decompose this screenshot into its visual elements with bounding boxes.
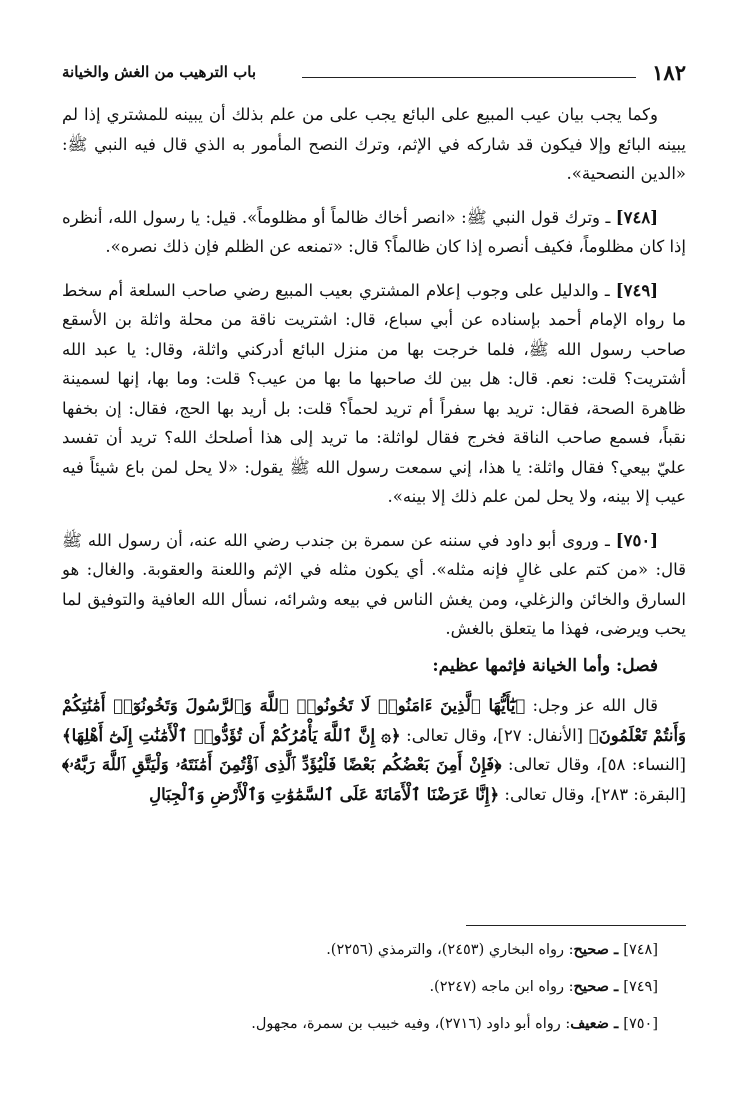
- footnotes: [62, 935, 686, 1046]
- page-header: [62, 60, 686, 90]
- page-number: ١٨٢: [652, 60, 686, 85]
- section-heading: فصل: وأما الخيانة فإثمها عظيم:: [432, 655, 658, 676]
- paragraph-hadith-748: [62, 203, 686, 262]
- hadith-number: [٧٤٨]: [615, 207, 658, 227]
- paragraph-text: ـ والدليل على وجوب إعلام المشتري بعيب المبيع رضي صاحب السلعة أم سخط ما رواه الإمام أحمد بإسناده عن أبي سباع، قال: اشتريت ناقة من محلة واثلة بن الأسقع صاحب رسول الله ﷺ، فلما خرجت بها من منزل البائع أدركني واثلة، وقال: يا عبد الله أشتريت؟ قلت: نعم. قال: هل بين لك صاحبها ما بها من عيب؟ قلت: وما بها، إنها لسمينة ظاهرة الصحة، فقال: تريد بها سفراً أم تريد لحماً؟ قلت: بل أريد بها الحج، فقال: إن بخفها نقباً، فسمع صاحب الناقة فخرج فقال لواثلة: ما تريد إلى هذا أصلحك الله؟ تريد أن تفسد عليّ بيعي؟ فقال واثلة: يا هذا، إني سمعت رسول الله ﷺ يقول: «لا يحل لمن باع شيئاً فيه عيب إلا بينه، ولا يحل لمن علم ذلك إلا بينه».: [62, 280, 686, 506]
- footnote-number: [٧٥٠]: [623, 1016, 658, 1032]
- footnote-750: [62, 1009, 686, 1039]
- paragraph-text: ـ وترك قول النبي ﷺ: «انصر أخاك ظالماً أو مظلوماً». قيل: يا رسول الله، أنظره إذا كان مظلوماً، فكيف أنصره إذا كان ظالماً؟ قال: «تمنعه عن الظلم فإن ذلك نصره».: [62, 207, 686, 256]
- quran-verse: ﴿يَٰٓأَيُّهَا ٱلَّذِينَ ءَامَنُوا۟ لَا تَخُونُوا۟ ٱللَّهَ وَٱلرَّسُولَ وَتَخُونُوٓا۟ أَمَٰنَٰتِكُمْ وَأَنتُمْ تَعْلَمُونَ﴾: [62, 696, 687, 745]
- hadith-number: [٧٥٠]: [615, 530, 658, 550]
- paragraph-hadith-749: [62, 276, 686, 512]
- paragraph-text: وكما يجب بيان عيب المبيع على البائع يجب على من علم بذلك أن يبينه للمشتري إذا لم يبينه البائع وإلا فيكون قد شاركه في الإثم، وترك النصح المأمور به الذي قال فيه النبي ﷺ: «الدين النصحية».: [62, 105, 686, 183]
- quran-verse: ﴿إِنَّا عَرَضْنَا ٱلْأَمَانَةَ عَلَى ٱلسَّمَٰوَٰتِ وَٱلْأَرْضِ وَٱلْجِبَالِ: [149, 784, 500, 804]
- footnote-number: [٧٤٩]: [623, 979, 658, 995]
- verse-intro-text: قال الله عز وجل:: [525, 696, 659, 715]
- paragraph-intro: [62, 100, 686, 189]
- hadith-number: [٧٤٩]: [615, 280, 658, 300]
- verse-reference-text: [البقرة: ٢٨٣]، وقال تعالى:: [499, 784, 686, 804]
- footnote-text: : رواه أبو داود (٢٧١٦)، وفيه خبيب بن سمرة، مجهول.: [251, 1016, 571, 1032]
- footnote-grade: ـ ضعيف: [570, 1015, 624, 1032]
- paragraph-text: ـ وروى أبو داود في سننه عن سمرة بن جندب رضي الله عنه، أن رسول الله ﷺ قال: «من كتم على غالٍ فإنه مثله». أي يكون مثله في الإثم واللعنة والعقوبة. والغال: هو السارق والخائن والزغلي، ومن يغش الناس في بيعه وشرائه، نسأل الله العافية والتوفيق لما يحب ويرضى، فهذا ما يتعلق بالغش.: [62, 530, 686, 638]
- footnote-grade: ـ صحيح: [573, 941, 624, 958]
- verse-reference-text: [الأنفال: ٢٧]، وقال تعالى:: [400, 725, 589, 745]
- footnote-749: [62, 972, 686, 1002]
- quran-verse: ﴿۞ إِنَّ ٱللَّهَ يَأْمُرُكُمْ أَن تُؤَدُّوا۟ ٱلْأَمَٰنَٰتِ إِلَىٰٓ أَهْلِهَا﴾: [62, 725, 401, 745]
- verse-reference-text: [النساء: ٥٨]، وقال تعالى:: [501, 755, 686, 774]
- footnote-number: [٧٤٨]: [623, 942, 658, 958]
- paragraph-verses: [62, 691, 686, 809]
- footnote-divider: [466, 925, 686, 926]
- header-rule: [302, 77, 636, 78]
- quran-verse: ﴿فَإِنْ أَمِنَ بَعْضُكُم بَعْضًا فَلْيُؤَدِّ ٱلَّذِى ٱؤْتُمِنَ أَمَٰنَتَهُۥ وَلْيَتَّقِ ٱللَّهَ رَبَّهُۥ﴾: [62, 755, 502, 774]
- chapter-title: باب الترهيب من الغش والخيانة: [62, 63, 256, 81]
- footnote-text: : رواه ابن ماجه (٢٢٤٧).: [429, 979, 574, 995]
- main-text: [62, 100, 686, 823]
- footnote-748: [62, 935, 686, 965]
- footnote-grade: ـ صحيح: [573, 978, 624, 995]
- paragraph-hadith-750: [62, 526, 686, 644]
- footnote-text: : رواه البخاري (٢٤٥٣)، والترمذي (٢٢٥٦).: [326, 942, 574, 958]
